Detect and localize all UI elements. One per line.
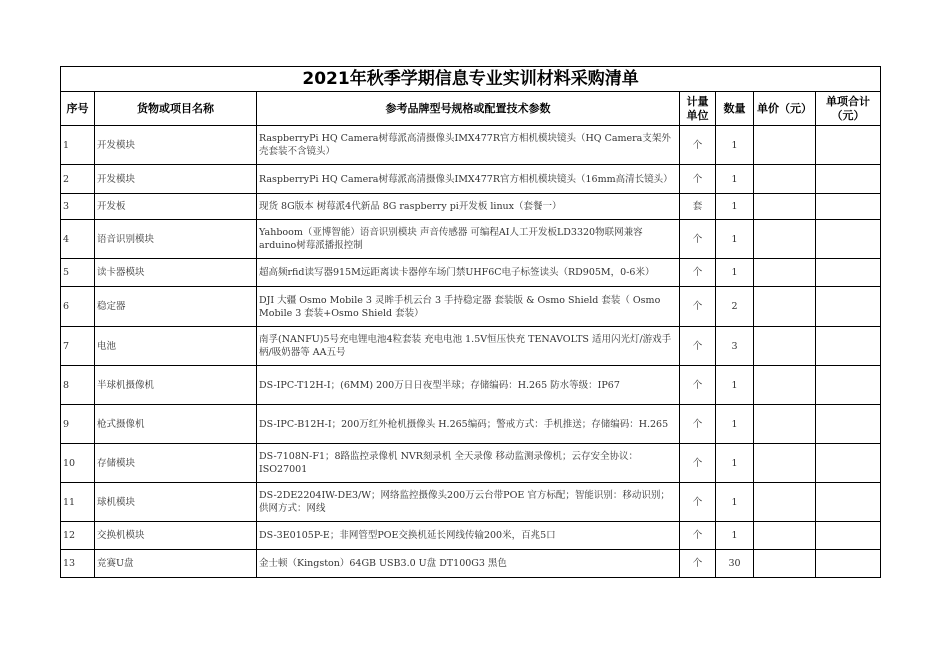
unit-price-cell[interactable] bbox=[754, 483, 816, 522]
total-cell[interactable] bbox=[816, 126, 881, 165]
item-unit: 个 bbox=[680, 327, 716, 366]
table-row bbox=[61, 550, 881, 578]
item-unit: 个 bbox=[680, 220, 716, 259]
item-spec: DS-2DE2204IW-DE3/W；网络监控摄像头200万云台带POE 官方标配；智能识别：移动识别；供网方式：网线 bbox=[257, 483, 680, 522]
unit-price-cell[interactable] bbox=[754, 550, 816, 578]
table-row bbox=[61, 259, 881, 287]
unit-price-cell[interactable] bbox=[754, 327, 816, 366]
item-name: 竞赛U盘 bbox=[95, 550, 257, 578]
total-cell[interactable] bbox=[816, 405, 881, 444]
header-unit: 计量单位 bbox=[680, 92, 716, 126]
item-qty: 1 bbox=[716, 405, 754, 444]
item-name: 半球机摄像机 bbox=[95, 366, 257, 405]
header-no: 序号 bbox=[61, 92, 95, 126]
item-spec: DS-IPC-B12H-I；200万红外枪机摄像头 H.265编码；警戒方式：手机推送；存储编码：H.265 bbox=[257, 405, 680, 444]
item-qty: 1 bbox=[716, 444, 754, 483]
unit-price-cell[interactable] bbox=[754, 126, 816, 165]
item-spec: RaspberryPi HQ Camera树莓派高清摄像头IMX477R官方相机模块镜头（16mm高清长镜头） bbox=[257, 165, 680, 194]
unit-price-cell[interactable] bbox=[754, 522, 816, 550]
table-row bbox=[61, 165, 881, 194]
header-spec: 参考品牌型号规格或配置技术参数 bbox=[257, 92, 680, 126]
item-qty: 1 bbox=[716, 522, 754, 550]
unit-price-cell[interactable] bbox=[754, 444, 816, 483]
item-spec: 现货 8G版本 树莓派4代新品 8G raspberry pi开发板 linux（套餐一） bbox=[257, 194, 680, 220]
item-unit: 个 bbox=[680, 444, 716, 483]
header-total: 单项合计（元） bbox=[816, 92, 881, 126]
table-row bbox=[61, 366, 881, 405]
item-spec: RaspberryPi HQ Camera树莓派高清摄像头IMX477R官方相机模块镜头（HQ Camera支架外壳套装不含镜头） bbox=[257, 126, 680, 165]
row-no: 12 bbox=[61, 522, 95, 550]
total-cell[interactable] bbox=[816, 165, 881, 194]
header-price: 单价（元） bbox=[754, 92, 816, 126]
unit-price-cell[interactable] bbox=[754, 165, 816, 194]
item-unit: 个 bbox=[680, 366, 716, 405]
item-qty: 1 bbox=[716, 126, 754, 165]
item-name: 交换机模块 bbox=[95, 522, 257, 550]
unit-price-cell[interactable] bbox=[754, 405, 816, 444]
item-spec: DJI 大疆 Osmo Mobile 3 灵眸手机云台 3 手持稳定器 套装版 & Osmo Shield 套装（ Osmo Mobile 3 套装+Osmo Shield 套装） bbox=[257, 287, 680, 327]
item-unit: 个 bbox=[680, 550, 716, 578]
item-spec: 金士顿（Kingston）64GB USB3.0 U盘 DT100G3 黑色 bbox=[257, 550, 680, 578]
item-unit: 套 bbox=[680, 194, 716, 220]
item-unit: 个 bbox=[680, 165, 716, 194]
item-qty: 1 bbox=[716, 366, 754, 405]
row-no: 5 bbox=[61, 259, 95, 287]
row-no: 10 bbox=[61, 444, 95, 483]
item-unit: 个 bbox=[680, 287, 716, 327]
item-qty: 1 bbox=[716, 259, 754, 287]
row-no: 8 bbox=[61, 366, 95, 405]
item-qty: 2 bbox=[716, 287, 754, 327]
item-spec: 南孚(NANFU)5号充电锂电池4粒套装 充电电池 1.5V恒压快充 TENAVOLTS 适用闪光灯/游戏手柄/吸奶器等 AA五号 bbox=[257, 327, 680, 366]
row-no: 2 bbox=[61, 165, 95, 194]
item-unit: 个 bbox=[680, 522, 716, 550]
unit-price-cell[interactable] bbox=[754, 259, 816, 287]
unit-price-cell[interactable] bbox=[754, 220, 816, 259]
item-unit: 个 bbox=[680, 483, 716, 522]
table-row bbox=[61, 327, 881, 366]
total-cell[interactable] bbox=[816, 194, 881, 220]
item-spec: Yahboom（亚博智能）语音识别模块 声音传感器 可编程AI人工开发板LD3320物联网兼容arduino树莓派播报控制 bbox=[257, 220, 680, 259]
item-name: 读卡器模块 bbox=[95, 259, 257, 287]
total-cell[interactable] bbox=[816, 444, 881, 483]
item-name: 电池 bbox=[95, 327, 257, 366]
unit-price-cell[interactable] bbox=[754, 366, 816, 405]
header-name: 货物或项目名称 bbox=[95, 92, 257, 126]
unit-price-cell[interactable] bbox=[754, 287, 816, 327]
item-name: 语音识别模块 bbox=[95, 220, 257, 259]
total-cell[interactable] bbox=[816, 220, 881, 259]
row-no: 9 bbox=[61, 405, 95, 444]
total-cell[interactable] bbox=[816, 483, 881, 522]
table-row bbox=[61, 194, 881, 220]
row-no: 13 bbox=[61, 550, 95, 578]
table-row bbox=[61, 483, 881, 522]
table-row bbox=[61, 444, 881, 483]
total-cell[interactable] bbox=[816, 287, 881, 327]
total-cell[interactable] bbox=[816, 522, 881, 550]
item-name: 球机模块 bbox=[95, 483, 257, 522]
item-name: 稳定器 bbox=[95, 287, 257, 327]
procurement-table bbox=[60, 66, 881, 578]
item-qty: 3 bbox=[716, 327, 754, 366]
row-no: 4 bbox=[61, 220, 95, 259]
row-no: 11 bbox=[61, 483, 95, 522]
item-name: 存储模块 bbox=[95, 444, 257, 483]
item-name: 开发模块 bbox=[95, 126, 257, 165]
header-row bbox=[61, 92, 881, 126]
table-row bbox=[61, 522, 881, 550]
item-qty: 30 bbox=[716, 550, 754, 578]
item-qty: 1 bbox=[716, 194, 754, 220]
item-spec: DS-3E0105P-E；非网管型POE交换机延长网线传输200米，百兆5口 bbox=[257, 522, 680, 550]
item-name: 开发板 bbox=[95, 194, 257, 220]
total-cell[interactable] bbox=[816, 327, 881, 366]
unit-price-cell[interactable] bbox=[754, 194, 816, 220]
total-cell[interactable] bbox=[816, 259, 881, 287]
item-spec: DS-7108N-F1；8路监控录像机 NVR刻录机 全天录像 移动监测录像机；云存安全协议：ISO27001 bbox=[257, 444, 680, 483]
item-qty: 1 bbox=[716, 483, 754, 522]
item-spec: DS-IPC-T12H-I；(6MM) 200万日日夜型半球；存储编码：H.265 防水等级：IP67 bbox=[257, 366, 680, 405]
row-no: 3 bbox=[61, 194, 95, 220]
total-cell[interactable] bbox=[816, 366, 881, 405]
row-no: 6 bbox=[61, 287, 95, 327]
table-row bbox=[61, 220, 881, 259]
item-name: 开发模块 bbox=[95, 165, 257, 194]
item-qty: 1 bbox=[716, 165, 754, 194]
row-no: 7 bbox=[61, 327, 95, 366]
item-unit: 个 bbox=[680, 405, 716, 444]
table-row bbox=[61, 405, 881, 444]
header-qty: 数量 bbox=[716, 92, 754, 126]
item-unit: 个 bbox=[680, 259, 716, 287]
table-row bbox=[61, 126, 881, 165]
sheet-title: 2021年秋季学期信息专业实训材料采购清单 bbox=[61, 67, 881, 92]
item-name: 枪式摄像机 bbox=[95, 405, 257, 444]
row-no: 1 bbox=[61, 126, 95, 165]
item-spec: 超高频rfid读写器915M远距离读卡器停车场门禁UHF6C电子标签读头（RD905M，0-6米） bbox=[257, 259, 680, 287]
total-cell[interactable] bbox=[816, 550, 881, 578]
item-unit: 个 bbox=[680, 126, 716, 165]
table-row bbox=[61, 287, 881, 327]
item-qty: 1 bbox=[716, 220, 754, 259]
